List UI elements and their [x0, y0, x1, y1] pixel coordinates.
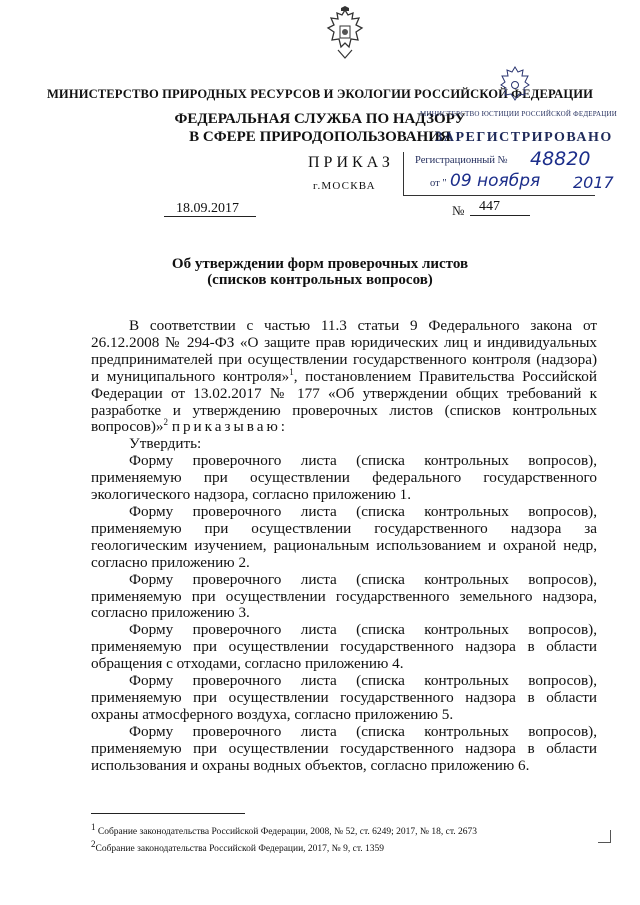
stamp-reg-number-handwritten: 48820: [530, 148, 591, 170]
stamp-registered-label: ЗАРЕГИСТРИРОВАНО: [435, 130, 613, 145]
stamp-reg-label: Регистрационный №: [415, 155, 508, 166]
list-item: Форму проверочного листа (списка контрольных вопросов), применяемую при осуществлении государственного земельного надзора, согласно приложению 3.: [91, 570, 597, 622]
order-word: приказываю:: [171, 418, 289, 436]
number-underline: [470, 215, 530, 216]
document-date: 18.09.2017: [176, 201, 239, 216]
ministry-name: МИНИСТЕРСТВО ПРИРОДНЫХ РЕСУРСОВ И ЭКОЛОГИИ РОССИЙСКОЙ ФЕДЕРАЦИИ: [46, 87, 594, 101]
list-item: Форму проверочного листа (списка контрольных вопросов), применяемую при осуществлении федерального государственного экологического надзора, согласно приложению 1.: [91, 452, 597, 504]
coat-of-arms-emblem-icon: [322, 6, 368, 62]
stamp-from-label: от ": [430, 178, 447, 189]
footnote-separator: [91, 813, 245, 814]
stamp-eagle-icon: [496, 64, 534, 104]
footnote-ref-1: 1: [289, 366, 294, 377]
date-underline: [164, 216, 256, 217]
preamble-text-2: , постановлением Правительства Российской Федерации от 13.02.2017 № 177 «Об утверждении общих требований к разработке и утверждению проверочных листов (списков контрольных вопросов)»: [91, 367, 597, 436]
list-item: Форму проверочного листа (списка контрольных вопросов), применяемую при осуществлении государственного надзора в области охраны атмосферного воздуха, согласно приложению 5.: [91, 672, 597, 723]
footnote-ref-2: 2: [163, 417, 169, 428]
list-item: Форму проверочного листа (списка контрольных вопросов), применяемую при осуществлении государственного надзора за геологическим изучением, рациональным использованием и охраной недр, согласно приложению 2.: [91, 502, 597, 571]
document-title: [0, 256, 640, 288]
footnote-mark-2: 2: [91, 838, 96, 849]
stamp-reg-year-handwritten: 2017: [573, 173, 614, 192]
approve-line: Утвердить:: [129, 435, 202, 453]
document-city: г.МОСКВА: [313, 180, 376, 192]
stamp-reg-date-handwritten: 09 ноября: [450, 171, 541, 191]
footnote-1: [91, 821, 611, 841]
footnote-2: [91, 838, 611, 858]
service-line-2: В СФЕРЕ ПРИРОДОПОЛЬЗОВАНИЯ: [189, 129, 451, 145]
document-type: ПРИКАЗ: [308, 154, 394, 171]
stamp-frame-left: [403, 152, 404, 196]
list-item: Форму проверочного листа (списка контрольных вопросов), применяемую при осуществлении государственного надзора в области использования и охраны водных объектов, согласно приложению 6.: [91, 722, 597, 774]
document-number: 447: [479, 199, 500, 214]
footnote-mark-1: 1: [91, 821, 96, 832]
title-line-1: Об утверждении форм проверочных листов: [171, 256, 469, 272]
footnote-text-1: Собрание законодательства Российской Федерации, 2008, № 52, ст. 6249; 2017, № 18, ст. 2673: [97, 827, 478, 837]
stamp-frame-bottom: [403, 195, 595, 196]
footnotes: [91, 821, 611, 858]
document-body: [91, 318, 597, 774]
stamp-ministry-line: МИНИСТЕРСТВО ЮСТИЦИИ РОССИЙСКОЙ ФЕДЕРАЦИИ: [420, 110, 617, 118]
title-line-2: (списков контрольных вопросов): [207, 272, 433, 288]
corner-mark: [598, 830, 611, 843]
list-item: Форму проверочного листа (списка контрольных вопросов), применяемую при осуществлении государственного надзора в области обращения с отходами, согласно приложению 4.: [91, 621, 597, 673]
number-sign: №: [452, 203, 465, 218]
service-line-1: ФЕДЕРАЛЬНАЯ СЛУЖБА ПО НАДЗОРУ: [174, 111, 466, 127]
footnote-text-2: Собрание законодательства Российской Федерации, 2017, № 9, ст. 1359: [95, 844, 385, 854]
preamble-paragraph: [91, 318, 597, 436]
preamble-text-1: В соответствии с частью 11.3 статьи 9 Федерального закона от 26.12.2008 № 294-ФЗ «О защите прав юридических лиц и индивидуальных предпринимателей при осуществлении государственного контроля (надзора) и муниципального контроля»: [91, 317, 597, 385]
